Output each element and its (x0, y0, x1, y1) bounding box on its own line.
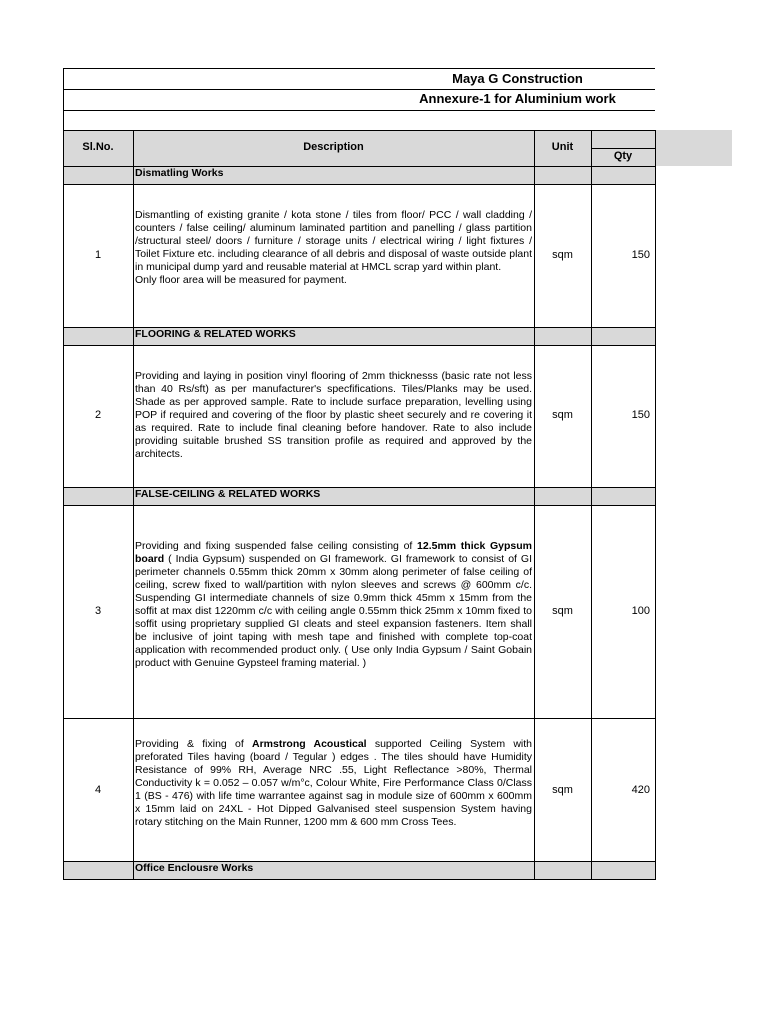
item-3-qty: 100 (631, 605, 650, 617)
grid-line (63, 89, 655, 90)
col-header-slno: Sl.No. (82, 141, 114, 153)
item-4-description-bold: Armstrong Acoustical (251, 738, 367, 750)
item-2-unit: sqm (552, 409, 573, 421)
item-4-description (135, 738, 532, 829)
item-4-unit: sqm (552, 784, 573, 796)
item-1-qty: 150 (631, 249, 650, 261)
company-title: Maya G Construction (452, 71, 583, 86)
col-header-qty: Qty (613, 150, 633, 162)
section-office-enclosure: Office Enclousre Works (135, 862, 254, 874)
item-4-slno: 4 (94, 784, 102, 796)
grid-line (655, 130, 656, 880)
item-3-slno: 3 (94, 605, 102, 617)
section-false-ceiling: FALSE-CEILING & RELATED WORKS (135, 488, 321, 500)
grid-line (63, 879, 655, 880)
item-1-description-main: Dismantling of existing granite / kota stone / tiles from floor/ PCC / wall cladding / counters / false ceiling/ aluminum laminated partition and panelling / glass partition /structural steel/ doors / furniture / storage units / electrical wiring / light fixtures / Toilet Fixture etc. including clearance of all debris and disposal of waste outside plant in municipal dump yard and reusable material at HMCL scrap yard within plant. (135, 209, 532, 273)
grid-line (133, 130, 134, 880)
grid-line (63, 130, 655, 131)
col-header-description: Description (303, 141, 364, 153)
item-3-description-bold: 12.5mm thick Gypsum board (135, 540, 532, 565)
item-3-description (135, 540, 532, 670)
item-3-description-post: ( India Gypsum) suspended on GI framework. GI framework to consist of GI perimeter channels 0.55mm thick 20mm x 30mm along perimeter of false ceiling of ceiling, screw fixed to wall/partition with nylon sleeves and screws @ 600mm c/c. Suspending GI intermediate channels of size 0.9mm thick 45mm x 15mm from the soffit at max dist 1220mm c/c with ceiling angle 0.55mm thick 25mm x 10mm fixed to soffit using proprietary supplied GI cleats and steel expansion fasteners. Item shall be inclusive of joint taping with mesh tape and finished with complete top-coat application with recommended product only. ( Use only India Gypsum / Saint Gobain product with Genuine Gypsteel framing material. ) (135, 553, 532, 669)
grid-line (63, 68, 655, 69)
item-2-description: Providing and laying in position vinyl flooring of 2mm thicknesss (basic rate not less than 40 Rs/sft) as per manufacturer's specfifications. Tiles/Planks may be used. Shade as per approved sample. Rate to include surface preparation, levelling using POP if required and covering of the floor by plastic sheet securely and re covering it as required. Rate to include final cleaning before handover. Rate to also include providing suitable brushed SS transition profile as required and approved by the architects. (135, 370, 532, 460)
item-2-qty: 150 (631, 409, 650, 421)
section-dismantling: Dismatling Works (135, 167, 224, 179)
item-1-unit: sqm (552, 249, 573, 261)
section-flooring: FLOORING & RELATED WORKS (135, 328, 296, 340)
grid-line (63, 505, 655, 506)
item-2-slno: 2 (94, 409, 102, 421)
item-4-description-pre: Providing & fixing of (135, 738, 252, 750)
grid-line (63, 184, 655, 185)
item-4-description-post: supported Ceiling System with preforated Tiles having (board / Tegular ) edges . The tiles should have Humidity Resistance of 99% RH, Average NRC .55, Light Reflectance >80%, Thermal Conductivity k = 0.052 – 0.057 w/m°c, Colour White, Fire Performance Class 0/Class 1 (BS - 476) with life time warrantee against sag in module size of 600mm x 600mm x 15mm laid on 24XL - Hot Dipped Galvanised steel suspension System having rotary stitching on the Main Runner, 1200 mm & 600 mm Cross Tees. (135, 738, 533, 828)
item-1-description (135, 209, 532, 287)
grid-line (63, 345, 655, 346)
grid-line (534, 130, 535, 880)
grid-line (63, 110, 655, 111)
item-1-description-note: Only floor area will be measured for payment. (135, 274, 347, 286)
grid-line (591, 148, 655, 149)
annexure-title: Annexure-1 for Aluminium work (419, 91, 616, 106)
item-3-unit: sqm (552, 605, 573, 617)
grid-line (591, 130, 592, 880)
grid-line (63, 718, 655, 719)
grid-line (63, 68, 64, 880)
item-3-description-pre: Providing and fixing suspended false ceiling consisting of (135, 540, 418, 552)
item-1-slno: 1 (94, 249, 102, 261)
col-header-unit: Unit (551, 141, 574, 153)
item-4-qty: 420 (631, 784, 650, 796)
